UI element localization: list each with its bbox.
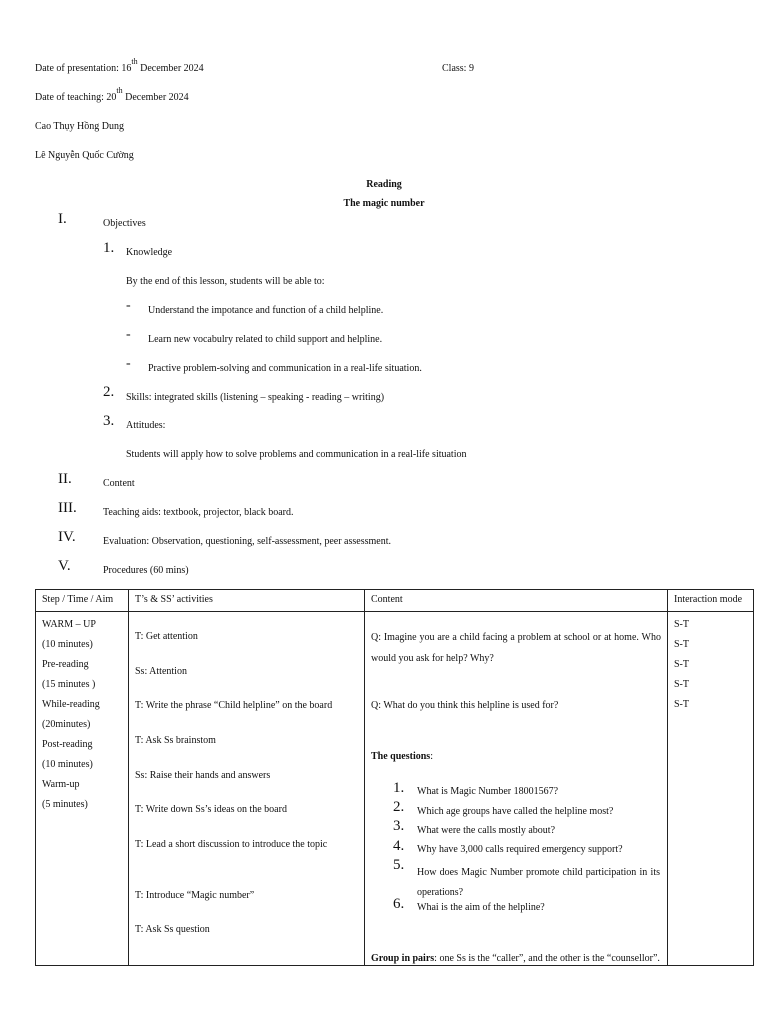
interaction-cell — [668, 612, 754, 966]
question-number: 2. — [393, 799, 405, 815]
lesson-title: The magic number — [343, 198, 425, 209]
activity-item: T: Introduce “Magic number” — [135, 890, 255, 901]
teaching-sup: th — [116, 86, 123, 95]
question-item: Which age groups have called the helpline most? — [417, 806, 614, 817]
presentation-label: Date of presentation: 16 — [35, 63, 132, 74]
group-pairs-text: : one Ss is the “caller”, and the other is the “counsellor”. — [434, 953, 660, 964]
num-3: 3. — [103, 413, 115, 429]
question-item: How does Magic Number promote child participation in its operations? — [417, 867, 660, 898]
question-number: 5. — [393, 857, 405, 873]
interaction-item: S-T — [674, 659, 689, 670]
interaction-item: S-T — [674, 699, 689, 710]
header-interaction: Interaction mode — [668, 590, 754, 612]
questions-label-text: The questions — [371, 751, 431, 762]
activity-item: T: Write down Ss’s ideas on the board — [135, 804, 287, 815]
question-item: What were the calls mostly about? — [417, 825, 556, 836]
question-2: Q: What do you think this helpline is used for? — [371, 700, 559, 711]
question-item: Why have 3,000 calls required emergency support? — [417, 844, 623, 855]
evaluation: Evaluation: Observation, questioning, self-assessment, peer assessment. — [103, 536, 391, 547]
attitudes-heading: Attitudes: — [126, 420, 166, 431]
question-item: What is Magic Number 18001567? — [417, 786, 559, 797]
question-1: Q: Imagine you are a child facing a problem at school or at home. Who would you ask for help? Why? — [371, 632, 661, 664]
objective-bullet: Practive problem-solving and communication in a real-life situation. — [148, 363, 422, 374]
header-activities: T’s & SS’ activities — [129, 590, 365, 612]
question-number: 1. — [393, 780, 405, 796]
presentation-month: December 2024 — [140, 63, 204, 74]
question-number: 4. — [393, 838, 405, 854]
num-1: 1. — [103, 240, 115, 256]
activity-item: T: Write the phrase “Child helpline” on the board — [135, 700, 333, 711]
roman-iii: III. — [58, 500, 77, 516]
step-item: (20minutes) — [42, 719, 91, 730]
objectives-heading: Objectives — [103, 218, 146, 229]
table-header-row — [36, 590, 754, 612]
teaching-label: Date of teaching: 20 — [35, 92, 117, 103]
objective-bullet: Understand the impotance and function of a child helpline. — [148, 305, 384, 316]
questions-label-colon: : — [430, 751, 433, 762]
step-item: Warm-up — [42, 779, 80, 790]
skills-heading: Skills: integrated skills (listening – speaking - reading – writing) — [126, 392, 385, 403]
roman-ii: II. — [58, 471, 72, 487]
roman-v: V. — [58, 558, 71, 574]
objective-bullet: Learn new vocabulry related to child support and helpline. — [148, 334, 383, 345]
step-item: While-reading — [42, 699, 100, 710]
step-item: (5 minutes) — [42, 799, 88, 810]
author-1: Cao Thụy Hồng Dung — [35, 121, 124, 132]
step-item: (15 minutes ) — [42, 679, 96, 690]
step-item: WARM – UP — [42, 619, 96, 630]
author-2: Lê Nguyễn Quốc Cường — [35, 150, 134, 161]
teaching-aids: Teaching aids: textbook, projector, black board. — [103, 507, 294, 518]
step-item: (10 minutes) — [42, 759, 93, 770]
knowledge-heading: Knowledge — [126, 247, 173, 258]
group-pairs-label: Group in pairs — [371, 953, 435, 964]
num-2: 2. — [103, 384, 115, 400]
interaction-item: S-T — [674, 679, 689, 690]
bullet-dash: - — [126, 356, 131, 371]
question-number: 6. — [393, 896, 405, 912]
bullet-dash: - — [126, 327, 131, 342]
step-item: (10 minutes) — [42, 639, 93, 650]
question-number: 3. — [393, 818, 405, 834]
activity-item: Ss: Raise their hands and answers — [135, 770, 271, 781]
teaching-month: December 2024 — [125, 92, 189, 103]
questions-label — [371, 751, 433, 762]
activity-item: T: Ask Ss brainstom — [135, 735, 216, 746]
class-label: Class: 9 — [442, 63, 474, 74]
content-heading: Content — [103, 478, 135, 489]
activities-cell — [129, 612, 365, 966]
step-cell — [36, 612, 129, 966]
bullet-dash: - — [126, 298, 131, 313]
section-title: Reading — [366, 179, 402, 190]
attitudes-text: Students will apply how to solve problems and communication in a real-life situation — [126, 449, 467, 460]
knowledge-intro: By the end of this lesson, students will be able to: — [126, 276, 325, 287]
group-pairs — [371, 953, 660, 964]
step-item: Post-reading — [42, 739, 93, 750]
roman-i: I. — [58, 211, 67, 227]
activity-item: Ss: Attention — [135, 666, 187, 677]
step-item: Pre-reading — [42, 659, 89, 670]
activity-item: T: Ask Ss question — [135, 924, 210, 935]
presentation-date — [35, 57, 204, 74]
activity-item: T: Lead a short discussion to introduce the topic — [135, 839, 328, 850]
header-step: Step / Time / Aim — [36, 590, 129, 612]
activity-item: T: Get attention — [135, 631, 198, 642]
interaction-item: S-T — [674, 639, 689, 650]
procedures-heading: Procedures (60 mins) — [103, 565, 189, 576]
header-content: Content — [365, 590, 668, 612]
teaching-date — [35, 86, 189, 103]
question-item: Whai is the aim of the helpline? — [417, 902, 545, 913]
presentation-sup: th — [131, 57, 138, 66]
roman-iv: IV. — [58, 529, 76, 545]
interaction-item: S-T — [674, 619, 689, 630]
